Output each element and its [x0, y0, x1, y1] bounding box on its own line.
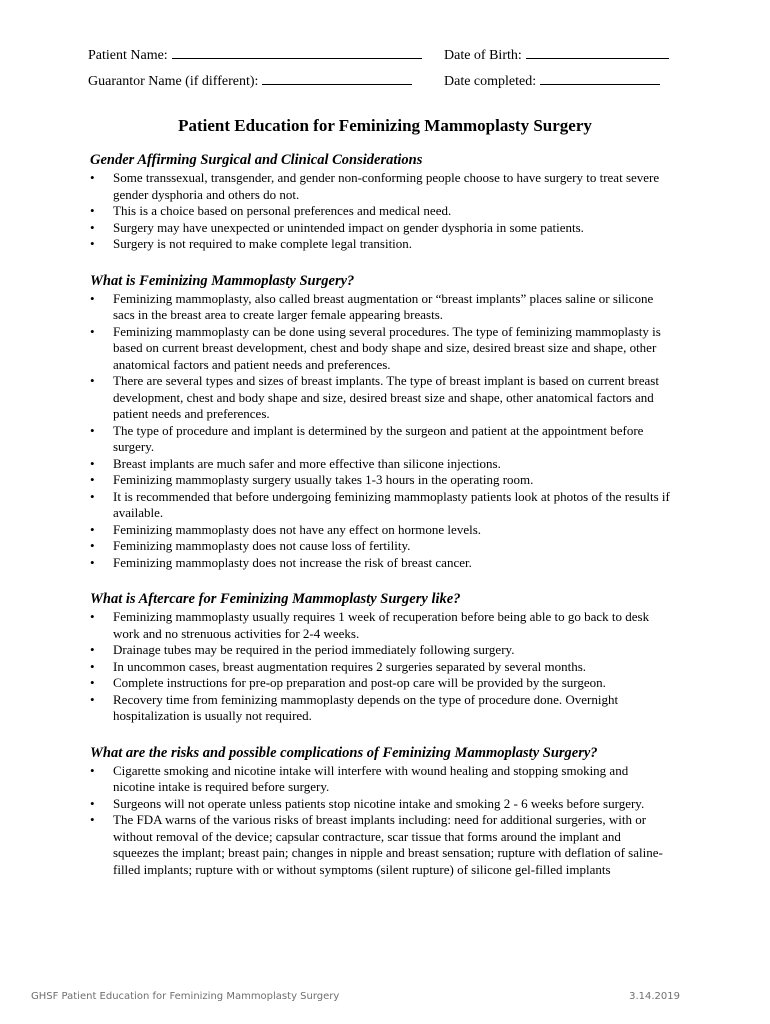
date-of-birth-label: Date of Birth:: [444, 48, 522, 63]
list-item: [90, 522, 670, 539]
date-completed-label: Date completed:: [444, 74, 537, 89]
guarantor-name-label: Guarantor Name (if different):: [88, 74, 259, 89]
list-item-text: In uncommon cases, breast augmentation requires 2 surgeries separated by several months.: [113, 658, 587, 674]
bullet-icon: •: [90, 290, 95, 306]
footer-date: 3.14.2019: [629, 991, 680, 1002]
bullet-icon: •: [90, 219, 95, 235]
bullet-icon: •: [90, 373, 95, 388]
bullet-list: [90, 291, 670, 572]
bullet-icon: •: [90, 609, 95, 624]
date-of-birth-field[interactable]: [526, 46, 669, 59]
list-item: [90, 203, 670, 220]
patient-name-field[interactable]: [172, 46, 422, 59]
list-item: [90, 659, 670, 676]
section-0: [90, 151, 670, 253]
bullet-icon: •: [90, 422, 95, 438]
bullet-icon: •: [90, 472, 95, 487]
section-1: [90, 272, 670, 572]
list-item-text: The type of procedure and implant is determined by the surgeon and patient at the appointment before surgery.: [113, 422, 644, 454]
list-item: [90, 642, 670, 659]
bullet-icon: •: [90, 170, 95, 185]
guarantor-name-field[interactable]: [262, 72, 412, 85]
section-heading: Gender Affirming Surgical and Clinical Considerations: [90, 152, 423, 168]
list-item-text: Surgery is not required to make complete legal transition.: [113, 236, 413, 251]
patient-name-label: Patient Name:: [88, 48, 168, 63]
bullet-list: [90, 170, 670, 253]
list-item: [90, 423, 670, 456]
bullet-icon: •: [90, 554, 95, 570]
bullet-list: [90, 763, 670, 879]
list-item: [90, 324, 670, 374]
section-2: [90, 590, 670, 725]
list-item-text: Feminizing mammoplasty can be done using several procedures. The type of feminizing mammoplasty is based on current breast development, chest and body shape and size, desired breast size and shape, other anatomical factors and patient needs and preferences.: [113, 323, 661, 372]
list-item-text: It is recommended that before undergoing feminizing mammoplasty patients look at photos of the results if available.: [113, 488, 670, 520]
bullet-icon: •: [90, 455, 95, 471]
list-item: [90, 763, 670, 796]
bullet-icon: •: [90, 203, 95, 218]
list-item: [90, 538, 670, 555]
list-item: [90, 489, 670, 522]
list-item: [90, 291, 670, 324]
list-item: [90, 796, 670, 813]
bullet-icon: •: [90, 762, 95, 778]
bullet-icon: •: [90, 236, 95, 251]
list-item-text: Feminizing mammoplasty usually requires 1 week of recuperation before being able to go back to desk work and no strenuous activities for 2-4 weeks.: [113, 609, 650, 641]
list-item: [90, 609, 670, 642]
bullet-list: [90, 609, 670, 725]
list-item-text: Feminizing mammoplasty does not increase the risk of breast cancer.: [113, 554, 472, 570]
section-3: [90, 744, 670, 879]
date-completed-row: [444, 72, 660, 91]
list-item-text: Recovery time from feminizing mammoplasty depends on the type of procedure done. Overnight hospitalization is usually not required.: [113, 691, 619, 723]
footer-document-name: GHSF Patient Education for Feminizing Mammoplasty Surgery: [31, 991, 340, 1002]
list-item-text: Breast implants are much safer and more effective than silicone injections.: [113, 455, 501, 471]
bullet-icon: •: [90, 795, 95, 811]
section-heading: What is Feminizing Mammoplasty Surgery?: [90, 272, 355, 289]
list-item-text: Feminizing mammoplasty does not cause loss of fertility.: [113, 538, 411, 553]
bullet-icon: •: [90, 675, 95, 690]
document-title: Patient Education for Feminizing Mammoplasty Surgery: [178, 116, 592, 135]
list-item-text: Cigarette smoking and nicotine intake will interfere with wound healing and stopping smoking and nicotine intake is required before surgery.: [113, 762, 629, 794]
list-item-text: There are several types and sizes of breast implants. The type of breast implant is based on current breast development, chest and body shape and size, desired breast size and shape, other anatomical factors and patient needs and preferences.: [113, 373, 659, 421]
bullet-icon: •: [90, 812, 95, 827]
guarantor-name-row: [88, 72, 412, 91]
bullet-icon: •: [90, 488, 95, 504]
bullet-icon: •: [90, 323, 95, 339]
bullet-icon: •: [90, 538, 95, 553]
list-item-text: Complete instructions for pre-op preparation and post-op care will be provided by the surgeon.: [113, 675, 606, 690]
list-item-text: Some transsexual, transgender, and gender non-conforming people choose to have surgery to treat severe gender dysphoria and others do not.: [113, 170, 660, 202]
list-item-text: Surgeons will not operate unless patients stop nicotine intake and smoking 2 - 6 weeks before surgery.: [113, 795, 645, 811]
list-item-text: Surgery may have unexpected or unintended impact on gender dysphoria in some patients.: [113, 219, 584, 235]
bullet-icon: •: [90, 658, 95, 674]
list-item: [90, 692, 670, 725]
document-body: [90, 151, 670, 897]
list-item: [90, 236, 670, 253]
date-of-birth-row: [444, 46, 669, 65]
list-item-text: Feminizing mammoplasty does not have any effect on hormone levels.: [113, 521, 482, 537]
list-item-text: Feminizing mammoplasty, also called breast augmentation or “breast implants” places saline or silicone sacs in the breast area to create larger female appearing breasts.: [113, 290, 654, 322]
patient-name-row: [88, 46, 422, 65]
list-item-text: Drainage tubes may be required in the period immediately following surgery.: [113, 642, 515, 657]
list-item: [90, 812, 670, 878]
bullet-icon: •: [90, 691, 95, 707]
list-item: [90, 456, 670, 473]
list-item-text: The FDA warns of the various risks of breast implants including: need for additional surgeries, with or without removal of the device; capsular contracture, scar tissue that forms around the implant and squeezes the implant; breast pain; changes in nipple and breast sensation; rupture with deflation of saline-filled implants; rupture with or without symptoms (silent rupture) of silicone gel-filled implants: [113, 812, 663, 877]
section-heading: What is Aftercare for Feminizing Mammoplasty Surgery like?: [90, 591, 461, 607]
list-item-text: Feminizing mammoplasty surgery usually takes 1-3 hours in the operating room.: [113, 472, 534, 487]
list-item: [90, 675, 670, 692]
date-completed-field[interactable]: [540, 72, 660, 85]
list-item: [90, 220, 670, 237]
bullet-icon: •: [90, 521, 95, 537]
list-item: [90, 555, 670, 572]
list-item-text: This is a choice based on personal preferences and medical need.: [113, 203, 452, 218]
list-item: [90, 373, 670, 423]
bullet-icon: •: [90, 642, 95, 657]
list-item: [90, 170, 670, 203]
list-item: [90, 472, 670, 489]
section-heading: What are the risks and possible complications of Feminizing Mammoplasty Surgery?: [90, 744, 598, 761]
